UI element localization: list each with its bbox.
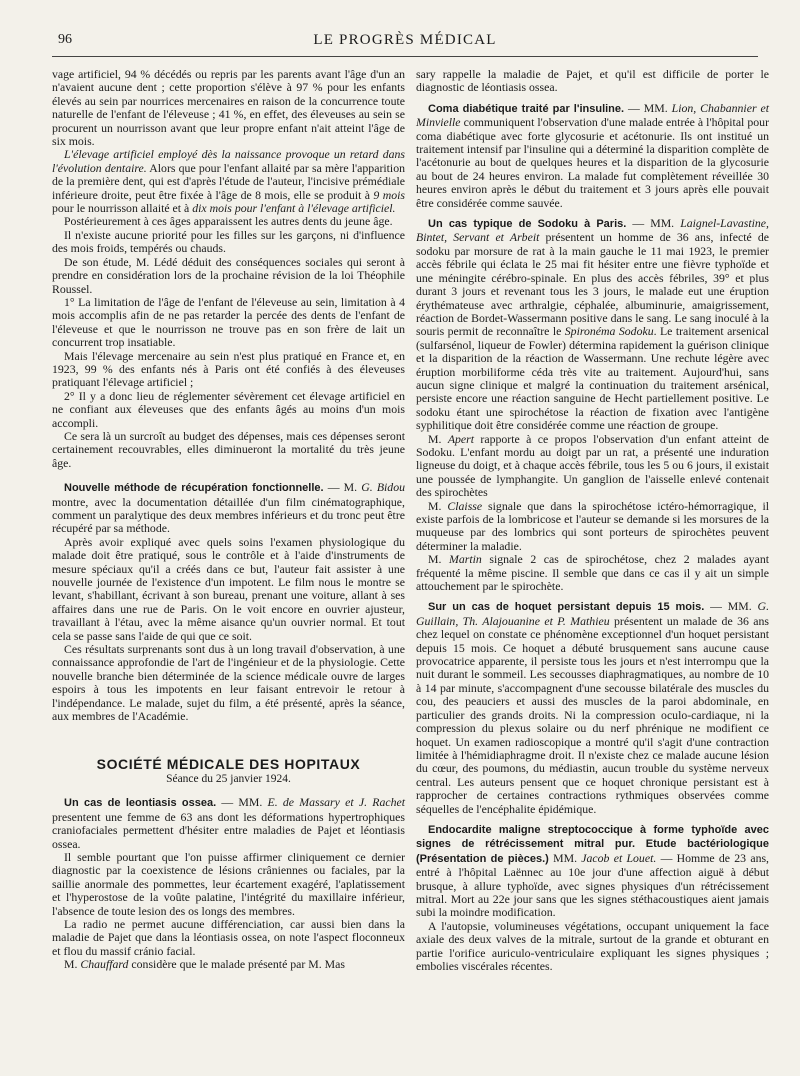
author: E. de Massary et J. Rachet [267, 795, 405, 810]
paragraph: 2° Il y a donc lieu de réglementer sévèrement cet élevage artificiel en ne confiant aux éleveuses que des enfants âgés au moins d'un mois accompli. [52, 388, 405, 430]
paragraph: M. Claisse signale que dans la spirochétose ictéro-hémorragique, il existe parfois de la lombricose et l'auteur se demande si les morsures de la muqueuse par des lombrics qui sont porteurs de spirochètes peuvent déterminer la maladie. [416, 498, 769, 553]
article-coma: Coma diabétique traité par l'insuline. — MM. Lion, Chabannier et Minvielle communiquent l'observation d'une malade entrée à l'hôpital pour coma diabétique avec forte glycosurie et acétonurie. Ils ont institué un traitement intensif par l'insuline qui a déterminé la disparition complète de l'acétonurie au bout de quelques heures et la disparition de la glycosurie au bout de 24 heures environ. La malade fut complètement réveillée 30 heures environ après le début du traitement et 3 jours après elle pouvait être considérée comme sauvée. [416, 100, 769, 210]
paragraph: Ce sera là un surcroît au budget des dépenses, mais ces dépenses seront certainement recouvrables, elles diminueront la mortalité du très jeune âge. [52, 428, 405, 470]
paragraph: De son étude, M. Lédé déduit des conséquences sociales qui seront à prendre en considération lors de la prochaine révision de la loi Théophile Roussel. [52, 254, 405, 296]
text: présentent un homme de 36 ans, infecté de sodoku par morsure de rat à la main gauche le 11 mai 1923, le premier accès fébrile qui éclata le 25 mai fit hésiter entre une fièvre typhoïde et une méningite cérébro-spinale. En plus des accès fébriles, 39° et plus durant 3 jours et revenant tous les 3 jours, le malade eut une éruption érythémateuse avec arthralgie, céphalée, albuminurie, amaigrissement, réaction de Bordet-Wassermann positive dans le sang. Le sang inoculé à la souris permit de reconnaître le [416, 230, 769, 339]
article-title: Un cas typique de Sodoku à Paris. [428, 218, 627, 231]
article-title: Coma diabétique traité par l'insuline. [428, 102, 625, 115]
italic-text: L'élevage artificiel employé dès la naissance provoque un retard dans l'évolution dentaire. [52, 147, 405, 175]
paragraph: 1° La limitation de l'âge de l'enfant de l'éleveuse au sein, limitation à 4 mois accomplis afin de ne pas retarder la percée des dents de l'enfant de l'éleveuse et que le nourrisson ne trouve pas en son frère de lait un concurrent trop insatiable. [52, 294, 405, 350]
paragraph: La radio ne permet aucune différenciation, car aussi bien dans la maladie de Pajet que dans la léontiasis ossea, on note l'aspect floconneux et flou du massif cránio facial. [52, 916, 405, 958]
paragraph: Après avoir expliqué avec quels soins l'examen physiologique du malade doit être pratiqué, sous le contrôle et à l'aide d'instruments de mesure spéciaux qu'il a créés dans ce but, l'auteur fait assister à une nouvelle journée de l'existence d'un impotent. Le film nous le montre se levant, s'habillant, écrivant à son bureau, prenant une voiture, allant à ses affaires dans une rue de Paris. On le voit encore en ouvrier ajusteur, travaillant à l'étau, avec la même aisance qu'un ouvrier normal. Et tout cela se passe sans l'aide de qui que ce soit. [52, 534, 405, 643]
text: signale 2 cas de spirochétose, chez 2 malades ayant fréquenté la même piscine. Il semble que dans ce cas il y ait un simple attouchement par le spirochète. [416, 552, 769, 594]
paragraph: Postérieurement à ces âges apparaissent les autres dents du jeune âge. [64, 214, 393, 229]
author: Laignel-Lavastine, Bintet, Servant et Arbeit [416, 216, 769, 245]
paragraph: vage artificiel, 94 % décédés ou repris par les parents avant l'âge d'un an n'avaient aucune dent ; cette proportion s'élève à 97 % pour les enfants élevés au sein par nourrices mercenaires en raison de la concurrence toute naturelle de l'enfant de l'éleveuse ; 41 %, en effet, des éleveuses au sein se procurent un nourrisson avant que leur propre enfant n'ait atteint l'âge de six mois. [52, 67, 405, 149]
author: Chauffard [80, 957, 129, 972]
paragraph [52, 148, 405, 215]
page-number: 96 [58, 32, 72, 47]
text: montre, avec la documentation détaillée d'un film cinématographique, comment un paralytique des deux membres inférieurs et du tronc peut être récupéré par sa méthode. [52, 494, 405, 536]
text: Alors que pour l'enfant allaité par sa mère l'apparition de la première dent, qui est d'après l'étude de l'auteur, l'incisive prémédiale inférieure droite, peut être fixée à l'âge de 8 mois, elle se produit à [52, 160, 405, 202]
text: pour le nourrisson allaité et à [52, 201, 193, 216]
paragraph: Il semble pourtant que l'on puisse affirmer cliniquement ce dernier diagnostic par la coexistence de lésions crâniennes ou faciales, par la saillie anormale des pommettes, leur écartement exagéré, l'aplatissement et l'hyperostose de la voûte palatine, l'intégrité du maxillaire inférieur, l'absence de toute lesion des os longs des membres. [52, 849, 405, 918]
paragraph: sary rappelle la maladie de Pajet, et qu'il est difficile de porter le diagnostic de léontiasis ossea. [416, 67, 769, 95]
author: G. Guillain, Th. Alajouanine et P. Mathieu [416, 599, 770, 628]
italic-text: 9 mois [373, 187, 405, 202]
running-title: LE PROGRÈS MÉDICAL [313, 32, 497, 48]
text: rapporte à ce propos l'observation d'un enfant atteint de Sodoku. L'enfant mordu au doigt par un rat, a présenté une induration ligneuse du doigt, et à chaque accès fébrile, tous les 5 ou 6 jours, il existait une poussée de lymphangite. Un ganglion de l'aisselle enlevé contenait des spirochètes [416, 431, 769, 500]
paragraph: Il n'existe aucune priorité pour les filles sur les garçons, ni d'influence des mois froids, tempérés ou chauds. [52, 227, 405, 256]
author: Lion, Chabannier et Minvielle [416, 100, 769, 130]
text: signale que dans la spirochétose ictéro-hémorragique, il existe parfois de la lombricose et l'auteur se demande si les morsures de la muqueuse par des lombrics qui sont porteurs de spirochètes peuvent déterminer la maladie. [416, 498, 769, 553]
article-title: Endocardite maligne streptococcique à forme typhoïde avec signes de rétrécissement mitral pur. Etude bactériologique (Présentation de pièces.) [416, 823, 769, 865]
article-sodoku: Un cas typique de Sodoku à Paris. — MM. Laignel-Lavastine, Bintet, Servant et Arbeit présentent un homme de 36 ans, infecté de sodoku par morsure de rat à la main gauche le 11 mai 1923, le premier accès fébrile qui éclata le 25 mai fit hésiter entre une fièvre typhoïde et une méningite cérébro-spinale. En plus des accès fébriles, 39° et plus durant 3 jours et revenant tous les 3 jours, le malade eut une éruption érythémateuse avec arthralgie, céphalée, albuminurie, amaigrissement, réaction de Bordet-Wassermann positive dans le sang. Le sang inoculé à la souris permit de reconnaître le Spironéma Sodoku. Le traitement arsenical (sulfarsénol, liqueur de Fowler) détermina rapidement la guérison clinique et la disparition de la réaction de Wassermann. Une rechute légère avec éruption morbiliforme céda très vite au traitement. Aujourd'hui, sans aucun signe clinique et malgré la continuation du traitement arsénical, persiste encore une réaction sanguine de Hecht partiellement positive. Le sodoku étant une spirochétose la réaction de fixation avec l'antigène syphilitique doit être considérée comme une réaction de groupe. [416, 216, 769, 433]
text: communiquent l'observation d'une malade entrée à l'hôpital pour coma diabétique avec forte glycosurie et acétonurie. Ils ont institué un traitement intensif par l'insuline qui a déterminé la disparition complète de l'acétonurie au bout de quelques heures et la disparition de la glycosurie au bout de 24 heures environ. La malade fut complètement réveillée 30 heures environ après le début du traitement et 3 jours après elle pouvait être considérée comme sauvée. [416, 115, 769, 210]
article-title: Un cas de leontiasis ossea. [64, 797, 217, 810]
article-title: Nouvelle méthode de récupération fonctionnelle. [64, 482, 324, 495]
text: . Le traitement arsenical (sulfarsénol, liqueur de Fowler) détermina rapidement la guérison clinique et la disparition de la réaction de Wassermann. Une rechute légère avec éruption morbiliforme céda très vite au traitement. Aujourd'hui, sans aucun signe clinique et malgré la continuation du traitement arsénical, persiste encore une réaction sanguine de Hecht partiellement positive. Le sodoku étant une spirochétose la réaction de fixation avec l'antigène syphilitique doit être considérée comme une réaction de groupe. [416, 324, 769, 433]
article-hoquet: Sur un cas de hoquet persistant depuis 15 mois. — MM. G. Guillain, Th. Alajouanine et P. Mathieu présentent un malade de 36 ans chez lequel on constate ce phénomène exceptionnel d'un hoquet persistant depuis 15 mois. Ce hoquet a débuté brusquement sans aucune cause provocatrice apparente, il persiste tous les jours et n'est interrompu que la nuit durant le sommeil. Les secousses diaphragmatiques, au nombre de 10 à 14 par minute, s'accompagnent d'une secousse bilatérale des muscles du cou, des peauciers et aussi des muscles de la paroi abdominale, en particulier des grands droits. Ni la compression oculo-cardiaque, ni la compression du plexus solaire ou du nerf phrénique ne modifient ce hoquet. Un examen radioscopique a montré qu'il s'agit d'une contraction limitée à l'hémidiaphragme droit. Il n'existe chez ce malade aucune lésion du cœur, des poumons, du médiastin, aucun trouble du système nerveux central. Les auteurs pensent que ce hoquet chronique persistant est à rapprocher de certaines contractions rythmiques observées comme séquelles de l'encéphalite épidémique. [416, 599, 770, 816]
author: Jacob et Louet. [581, 850, 657, 865]
section-date: Séance du 25 janvier 1924. [166, 772, 291, 785]
section-title: SOCIÉTÉ MÉDICALE DES HOPITAUX [96, 755, 361, 772]
text: considère que le malade présenté par M. Mas [128, 957, 345, 972]
article-leontiasis: Un cas de leontiasis ossea. — MM. E. de Massary et J. Rachet presentent une femme de 63 ans dont les déformations hypertrophiques craniofaciales permettent d'hésiter entre maladies de Pajet et léontiasis ossea. [52, 795, 405, 851]
article-bidou: Nouvelle méthode de récupération fonctionnelle. — M. G. Bidou montre, avec la documentation détaillée d'un film cinématographique, comment un paralytique des deux membres inférieurs et du tronc peut être récupéré par sa méthode. [52, 480, 405, 536]
author: Apert [447, 431, 475, 446]
text: présentent un malade de 36 ans chez lequel on constate ce phénomène exceptionnel d'un hoquet persistant depuis 15 mois. Ce hoquet a débuté brusquement sans aucune cause provocatrice apparente, il persiste tous les jours et n'est interrompu que la nuit durant le sommeil. Les secousses diaphragmatiques, au nombre de 10 à 14 par minute, s'accompagnent d'une secousse bilatérale des muscles du cou, des peauciers et aussi des muscles de la paroi abdominale, en particulier des grands droits. Ni la compression oculo-cardiaque, ni la compression du plexus solaire ou du nerf phrénique ne modifient ce hoquet. Un examen radioscopique a montré qu'il s'agit d'une contraction limitée à l'hémidiaphragme droit. Il n'existe chez ce malade aucune lésion du cœur, des poumons, du médiastin, aucun trouble du système nerveux central. Les auteurs pensent que ce hoquet chronique persistant est à rapprocher de certaines contractions rythmiques observées comme séquelles de l'encéphalite épidémique. [416, 613, 770, 816]
right-column [416, 68, 769, 973]
italic-text: Spironéma Sodoku [564, 324, 654, 339]
italic-text: dix mois pour l'enfant à l'élevage artificiel. [192, 201, 396, 216]
author: G. Bidou [361, 480, 405, 495]
paragraph: Mais l'élevage mercenaire au sein n'est plus pratiqué en France et, en 1923, 99 % des enfants nés à Paris ont été confiés à des éleveuses pratiquant l'élevage artificiel ; [52, 348, 405, 390]
paragraph: M. Chauffard considère que le malade présenté par M. Mas [64, 957, 345, 972]
author: Martin [449, 552, 482, 567]
paragraph: Ces résultats surprenants sont dus à un long travail d'observation, à une connaissance approfondie de l'art de l'ingénieur et de la physiologie. Cette nouvelle branche bien déterminée de la science médicale ouvre de larges espoirs à tous les impotents en leur faisant entrevoir le retour à l'indépendance. Le malade, sujet du film, a été présenté, après la séance, aux membres de l'Académie. [52, 642, 405, 724]
header-rule [52, 56, 758, 57]
paragraph: M. Apert rapporte à ce propos l'observation d'un enfant atteint de Sodoku. L'enfant mordu au doigt par un rat, a présenté une induration ligneuse du doigt, et à chaque accès fébrile, tous les 5 ou 6 jours, il existait une poussée de lymphangite. Un ganglion de l'aisselle enlevé contenait des spirochètes [416, 431, 769, 500]
left-column [52, 68, 405, 972]
paragraph: M. Martin signale 2 cas de spirochétose, chez 2 malades ayant fréquenté la même piscine. Il semble que dans ce cas il y ait un simple attouchement par le spirochète. [416, 552, 769, 594]
text: presentent une femme de 63 ans dont les déformations hypertrophiques craniofaciales permettent d'hésiter entre maladies de Pajet et léontiasis ossea. [52, 809, 405, 851]
paragraph: A l'autopsie, volumineuses végétations, occupant uniquement la face axiale des deux valves de la mitrale, surtout de la grande et obturant en partie l'orifice auriculo-ventriculaire expliquant les signes physiques ; embolies viscérales récentes. [416, 918, 769, 973]
page-header [52, 32, 758, 52]
author: Claisse [447, 498, 483, 513]
article-endocardite: Endocardite maligne streptococcique à forme typhoïde avec signes de rétrécissement mitral pur. Etude bactériologique (Présentation de pièces.) MM. Jacob et Louet. — Homme de 23 ans, entré à l'hôpital Laënnec au 10e jour d'une affection aiguë à début brusque, à allure typhoïde, avec signes physiques d'un rétrécissement mitral. Mort au 22e jour sans que les signes stéthacoustiques aient jamais subi la moindre modification. [416, 823, 770, 920]
text: — Homme de 23 ans, entré à l'hôpital Laënnec au 10e jour d'une affection aiguë à début brusque, à allure typhoïde, avec signes physiques d'un rétrécissement mitral. Mort au 22e jour sans que les signes stéthacoustiques aient jamais subi la moindre modification. [416, 850, 770, 920]
article-title: Sur un cas de hoquet persistant depuis 15 mois. [428, 601, 705, 614]
